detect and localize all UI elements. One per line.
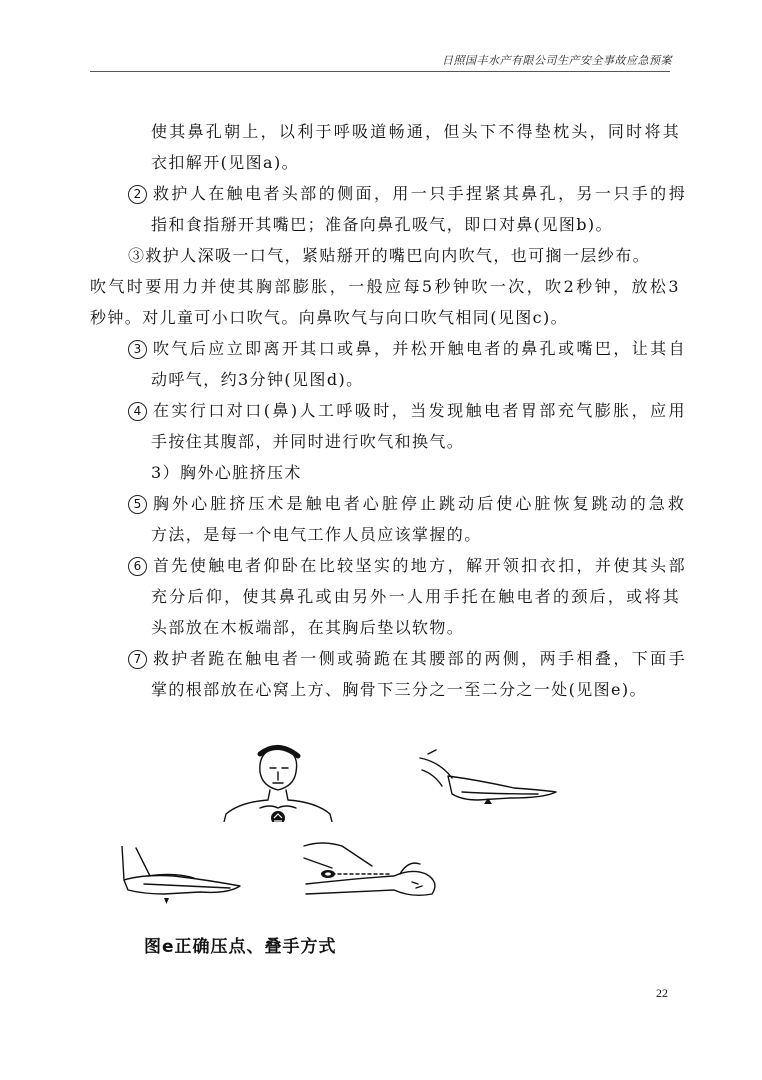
text-line: 方法，是每一个电气工作人员应该掌握的。	[151, 525, 482, 544]
text-line: 指和食指掰开其嘴巴；准备向鼻孔吸气，即口对鼻(见图b)。	[151, 215, 613, 234]
list-item: 2 救护人在触电者头部的侧面，用一只手捏紧其鼻孔，另一只手的拇	[128, 184, 681, 204]
list-item: 4 在实行口对口(鼻)人工呼吸时，当发现触电者胃部充气膨胀，应用	[128, 401, 681, 421]
text-line: ③救护人深吸一口气，紧贴掰开的嘴巴向内吹气，也可搁一层纱布。	[128, 246, 651, 265]
list-item: 7 救护者跪在触电者一侧或骑跪在其腰部的两侧，两手相叠，下面手	[128, 649, 681, 669]
list-number-marker: 4	[128, 402, 147, 421]
header-title: 日照国丰水产有限公司生产安全事故应急预案	[442, 54, 672, 67]
torso-compression-point-illustration	[220, 742, 338, 822]
section-heading: 3）胸外心脏挤压术	[151, 463, 302, 482]
text-line: 衣扣解开(见图a)。	[151, 153, 300, 172]
list-item: 3 吹气后应立即离开其口或鼻，并松开触电者的鼻孔或嘴巴，让其自	[128, 339, 681, 359]
header-divider	[90, 71, 670, 72]
list-item: 5 胸外心脏挤压术是触电者心脏停止跳动后使心脏恢复跳动的急救	[128, 494, 681, 514]
list-number-marker: 6	[128, 557, 147, 576]
hand-press-illustration	[418, 748, 560, 810]
text-line: 使其鼻孔朝上，以利于呼吸道畅通，但头下不得垫枕头，同时将其	[151, 122, 681, 141]
list-number-marker: 3	[128, 340, 147, 359]
stacked-hands-illustration	[104, 846, 244, 908]
text-line: 充分后仰，使其鼻孔或由另外一人用手托在触电者的颈后，或将其	[151, 587, 681, 606]
text-line: 动呼气，约3分钟(见图d)。	[151, 370, 364, 389]
list-number-marker: 7	[128, 650, 147, 669]
page-number: 22	[656, 986, 668, 1000]
list-number-marker: 2	[128, 185, 147, 204]
rescuer-compression-illustration	[302, 838, 442, 900]
text-line: 吹气时要用力并使其胸部膨胀，一般应每5秒钟吹一次，吹2秒钟，放松3	[90, 277, 681, 296]
figure-caption: 图e正确压点、叠手方式	[144, 937, 337, 957]
text-line: 手按住其腹部，并同时进行吹气和换气。	[151, 432, 465, 451]
text-line: 掌的根部放在心窝上方、胸骨下三分之一至二分之一处(见图e)。	[151, 680, 647, 699]
text-line: 秒钟。对儿童可小口吹气。向鼻吹气与向口吹气相同(见图c)。	[90, 308, 569, 327]
list-item: 6 首先使触电者仰卧在比较坚实的地方，解开领扣衣扣，并使其头部	[128, 556, 681, 576]
list-number-marker: 5	[128, 495, 147, 514]
text-line: 头部放在木板端部，在其胸后垫以软物。	[151, 618, 465, 637]
